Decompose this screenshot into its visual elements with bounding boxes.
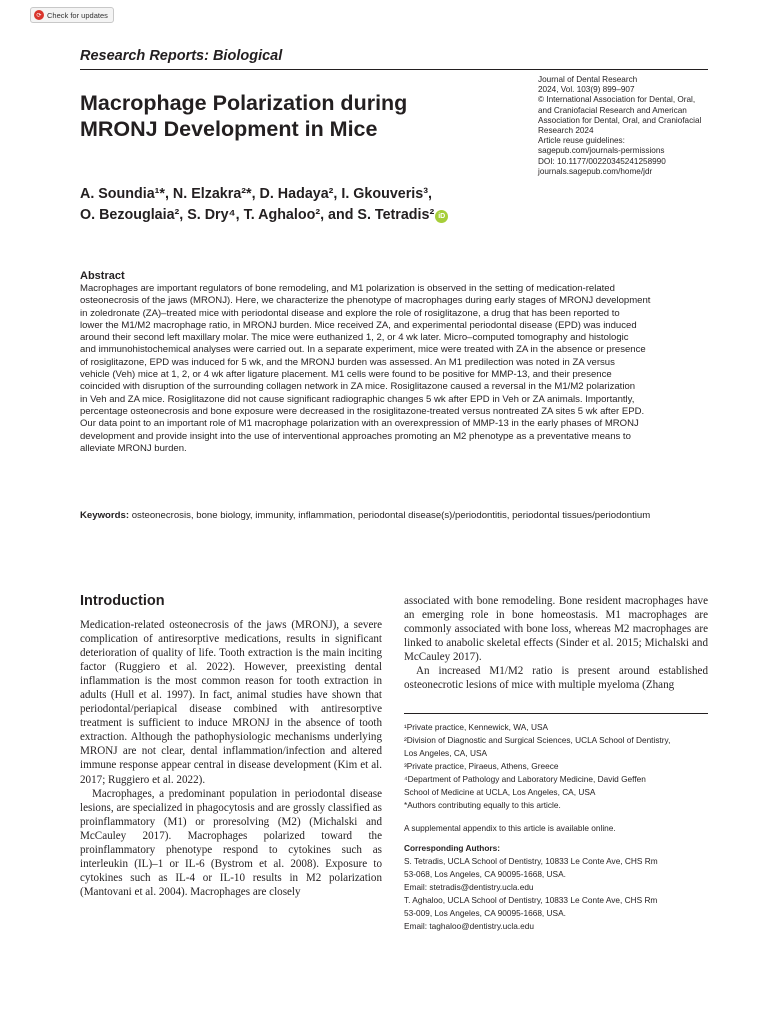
copyright-line: © International Association for Dental, Oral, (538, 95, 696, 105)
body-paragraph: Macrophages, a predominant population in periodontal disease lesions, are specialized in phagocytosis and are grossly classified as proinflammatory (M1) or proresolving (M2) (Michalski and McCauley 2017). Macrophages polarized toward the proinflammatory phenotype respond to cytokines such as interleukin (IL)–1 or IL-6 (Bystrom et al. 2008). Exposure to cytokines such as IL-4 or IL-10 results in M2 polarization (Mantovani et al. 2004). Macrophages are closely (80, 787, 382, 898)
introduction-heading: Introduction (80, 593, 165, 609)
abstract-line: vehicle (Veh) mice at 1, 2, or 4 wk after ligature placement. M1 cells were found to be positive for MMP-13, and their presence (80, 369, 612, 381)
abstract-line: osteonecrosis of the jaws (MRONJ). Here, we characterize the phenotype of macrophages during early stages of MRONJ development (80, 295, 651, 307)
body-paragraph: An increased M1/M2 ratio is present around established osteonecrotic lesions of mice with multiple myeloma (Zhang (404, 665, 708, 692)
copyright-line: Research 2024 (538, 126, 594, 136)
body-paragraph: associated with bone remodeling. Bone resident macrophages have an emerging role in bone homeostasis. M1 macrophages are commonly associated with bone loss, whereas M2 macrophages are linked to anabolic skeletal effects (Sinder et al. 2015; Michalski and McCauley 2017). (404, 595, 708, 664)
doi-link[interactable]: DOI: 10.1177/00220345241258990 (538, 156, 666, 166)
journal-name: Journal of Dental Research (538, 75, 638, 84)
keywords-label: Keywords: (80, 510, 130, 521)
email-link[interactable]: Email: stetradis@dentistry.ucla.edu (404, 882, 534, 892)
abstract-line: development and provide insight into the use of interventional approaches promoting an M2 phenotype as a preventative means to (80, 430, 631, 442)
corresponding-line: 53-009, Los Angeles, CA 90095-1668, USA. (404, 908, 566, 918)
abstract-line: around their second left maxillary molar. The mice were euthanized 1, 2, or 4 wk later. Micro–computed tomography and histologic (80, 332, 629, 344)
check-for-updates-button[interactable] (30, 7, 114, 23)
title-line: Macrophage Polarization during (80, 91, 408, 115)
affiliations (404, 721, 714, 812)
authors-line-text: O. Bezouglaia², S. Dry⁴, T. Aghaloo², and S. Tetradis² (80, 206, 435, 223)
section-label: Research Reports: Biological (80, 48, 283, 64)
affiliation-line: ¹Private practice, Kennewick, WA, USA (404, 722, 549, 732)
corresponding-authors (404, 842, 714, 933)
title-line: MRONJ Development in Mice (80, 117, 378, 141)
body-column-left (80, 618, 382, 899)
affiliation-line: Los Angeles, CA, USA (404, 748, 488, 758)
corresponding-heading: Corresponding Authors: (404, 843, 501, 853)
keywords (80, 510, 720, 521)
abstract-line: Our data point to an important role of M1 macrophage polarization with an overexpression of MMP-13 in the early phases of MRONJ (80, 418, 639, 430)
abstract-line: of rosiglitazone, EPD was induced for 5 wk, and the MRONJ burden was assessed. An M1 predilection was noted in ZA versus (80, 356, 615, 368)
refresh-icon: ⟳ (34, 10, 44, 20)
abstract-body (80, 283, 708, 455)
body-column-right (404, 594, 708, 692)
affiliation-line: ²Division of Diagnostic and Surgical Sciences, UCLA School of Dentistry, (404, 735, 671, 745)
affiliation-line: ⁴Department of Pathology and Laboratory Medicine, David Geffen (404, 774, 646, 784)
author-list (80, 184, 580, 225)
keywords-list: osteonecrosis, bone biology, immunity, inflammation, periodontal disease(s)/periodontitis, periodontal tissues/periodontium (129, 510, 651, 521)
reuse-label: Article reuse guidelines: (538, 136, 625, 146)
abstract-line: percentage osteonecrosis and bone exposure were decreased in the rosiglitazone-treated versus nontreated ZA sites 5 wk after EPD. (80, 405, 645, 417)
abstract-line: in zoledronate (ZA)–treated mice with periodontal disease and explore the role of rosiglitazone, a drug that has been reported to (80, 307, 620, 319)
journal-info (538, 75, 718, 177)
corresponding-line: S. Tetradis, UCLA School of Dentistry, 10833 Le Conte Ave, CHS Rm (404, 856, 658, 866)
corresponding-line: 53-068, Los Angeles, CA 90095-1668, USA. (404, 869, 566, 879)
abstract-line: and immunohistochemical analyses were carried out. In a separate experiment, mice were treated with ZA in the absence or presence (80, 344, 646, 356)
body-paragraph: Medication-related osteonecrosis of the jaws (MRONJ), a severe complication of antiresorptive medications, results in significant deterioration of quality of life. Tooth extraction is the main inciting factor (Ruggiero et al. 2022). However, preexisting dental inflammation is the most common reason for tooth extraction in adults (Hull et al. 1997). In fact, animal studies have shown that periodontal/periapical disease combined with antiresorptive treatment is sufficient to induce MRONJ in the absence of tooth extraction. Although the pathophysiologic mechanisms underlying MRONJ are not clear, dental inflammation/infection and altered immune response appear central in disease development (Kim et al. 2017; Ruggiero et al. 2022). (80, 619, 382, 786)
abstract-line: coincided with disruption of the surrounding collagen network in ZA mice. Rosiglitazone caused a reversal in the M1/M2 polarization (80, 381, 636, 393)
permissions-link[interactable]: sagepub.com/journals-permissions (538, 146, 665, 156)
email-link[interactable]: Email: taghaloo@dentistry.ucla.edu (404, 921, 535, 931)
affiliation-line: ³Private practice, Piraeus, Athens, Greece (404, 761, 559, 771)
header-divider (80, 69, 708, 70)
equal-contribution-note: *Authors contributing equally to this article. (404, 800, 561, 810)
copyright-line: and Craniofacial Research and American (538, 105, 687, 115)
authors-line: A. Soundia¹*, N. Elzakra²*, D. Hadaya², I. Gkouveris³, (80, 186, 432, 202)
abstract-line: alleviate MRONJ burden. (80, 442, 187, 454)
authors-line-2 (80, 205, 580, 226)
journal-volume: 2024, Vol. 103(9) 899–907 (538, 85, 635, 95)
journal-home-link[interactable]: journals.sagepub.com/home/jdr (538, 166, 653, 176)
abstract-heading: Abstract (80, 270, 125, 282)
abstract-line: lower the M1/M2 macrophage ratio, in MRONJ burden. Mice received ZA, and experimental periodontal disease (EPD) was induced (80, 319, 637, 331)
copyright-line: Association for Dental, Oral, and Craniofacial (538, 115, 702, 125)
corresponding-line: T. Aghaloo, UCLA School of Dentistry, 10833 Le Conte Ave, CHS Rm (404, 895, 658, 905)
check-for-updates-label: Check for updates (47, 10, 108, 20)
abstract-line: Macrophages are important regulators of bone remodeling, and M1 polarization is observed in the setting of medication-related (80, 283, 615, 294)
article-title (80, 90, 520, 142)
footnote-divider (404, 713, 708, 714)
supplemental-note: A supplemental appendix to this article is available online. (404, 823, 616, 833)
affiliation-line: School of Medicine at UCLA, Los Angeles, CA, USA (404, 787, 596, 797)
orcid-icon[interactable]: iD (435, 210, 448, 223)
abstract-line: in Veh and ZA mice. Rosiglitazone did not cause significant radiographic changes 5 wk after EPD in Veh or ZA animals. Importantly, (80, 393, 635, 405)
